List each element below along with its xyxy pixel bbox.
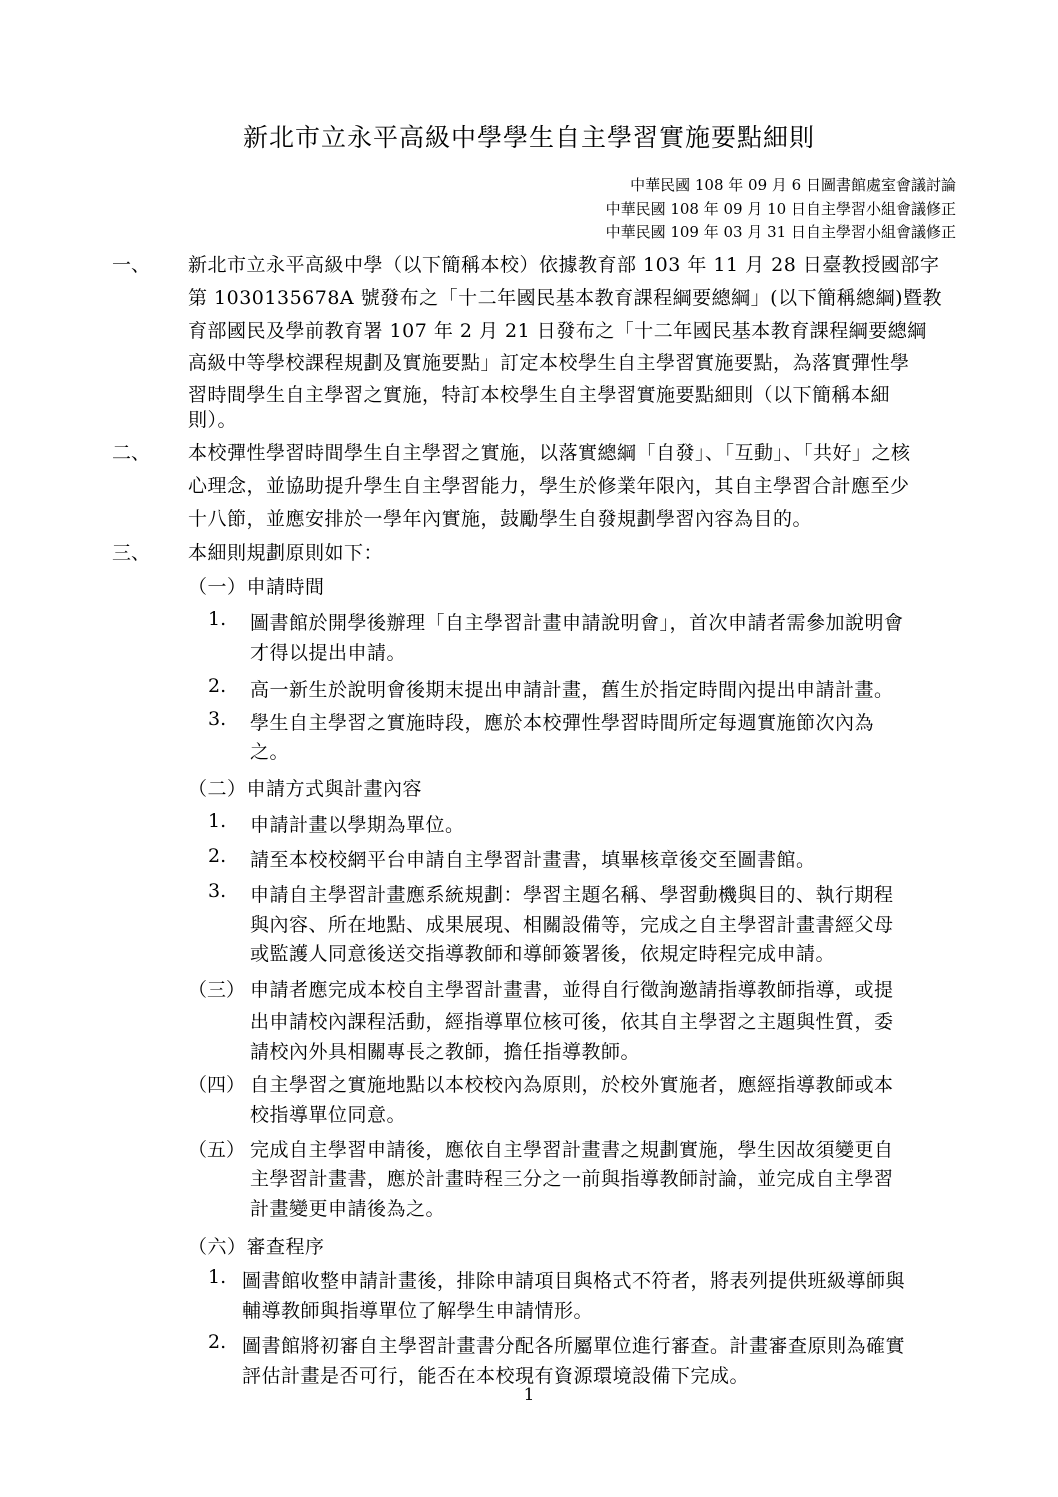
item-line: 圖書館於開學後辦理「自主學習計畫申請說明會」，首次申請者需參加說明會 [250, 612, 904, 634]
section-line: 心理念，並協助提升學生自主學習能力，學生於修業年限內，其自主學習合計應至少 [188, 475, 910, 497]
item-number: 3. [208, 880, 227, 902]
item-number: 1. [208, 608, 227, 630]
item-line: 申請自主學習計畫應系統規劃：學習主題名稱、學習動機與目的、執行期程 [250, 884, 894, 906]
item-number: 3. [208, 708, 227, 730]
item-line: 評估計畫是否可行，能否在本校現有資源環境設備下完成。 [242, 1365, 750, 1387]
subsection-line: 申請者應完成本校自主學習計畫書，並得自行徵詢邀請指導教師指導，或提 [250, 979, 894, 1001]
subsection-line: 校指導單位同意。 [250, 1104, 407, 1126]
item-number: 2. [208, 675, 227, 697]
subsection-heading: （一）申請時間 [188, 576, 325, 598]
section-line: 高級中等學校課程規劃及實施要點」訂定本校學生自主學習實施要點，為落實彈性學 [188, 352, 910, 374]
meeting-note-2: 中華民國 108 年 09 月 10 日自主學習小組會議修正 [605, 200, 956, 218]
section-line: 第 1030135678A 號發布之「十二年國民基本教育課程綱要總綱」(以下簡稱總綱)暨教 [188, 287, 943, 309]
item-line: 高一新生於說明會後期末提出申請計畫，舊生於指定時間內提出申請計畫。 [250, 679, 894, 701]
page-number: 1 [523, 1385, 535, 1405]
item-line: 請至本校校網平台申請自主學習計畫書，填畢核章後交至圖書館。 [250, 849, 816, 871]
subsection-label: （四） [188, 1074, 246, 1096]
section-line: 則）。 [188, 409, 238, 431]
subsection-heading: （六）審查程序 [188, 1236, 325, 1258]
subsection-line: 主學習計畫書，應於計畫時程三分之一前與指導教師討論，並完成自主學習 [250, 1168, 894, 1190]
section-intro: 本細則規劃原則如下： [188, 542, 384, 564]
item-line: 才得以提出申請。 [250, 642, 407, 664]
item-line: 或監護人同意後送交指導教師和導師簽署後，依規定時程完成申請。 [250, 943, 836, 965]
item-line: 學生自主學習之實施時段，應於本校彈性學習時間所定每週實施節次內為 [250, 712, 875, 734]
subsection-line: 完成自主學習申請後，應依自主學習計畫書之規劃實施，學生因故須變更自 [250, 1139, 894, 1161]
section-number: 二、 [112, 442, 151, 464]
section-line: 十八節，並應安排於一學年內實施，鼓勵學生自發規劃學習內容為目的。 [188, 508, 813, 530]
meeting-note-1: 中華民國 108 年 09 月 6 日圖書館處室會議討論 [630, 176, 956, 194]
subsection-heading: （二）申請方式與計畫內容 [188, 778, 423, 800]
item-line: 申請計畫以學期為單位。 [250, 814, 465, 836]
item-number: 2. [208, 845, 227, 867]
subsection-label: （三） [188, 979, 246, 1001]
item-line: 圖書館收整申請計畫後，排除申請項目與格式不符者，將表列提供班級導師與 [242, 1270, 906, 1292]
document-title: 新北市立永平高級中學學生自主學習實施要點細則 [242, 123, 815, 152]
section-line: 新北市立永平高級中學（以下簡稱本校）依據教育部 103 年 11 月 28 日臺教授國部字 [188, 254, 940, 276]
section-line: 本校彈性學習時間學生自主學習之實施，以落實總綱「自發」、「互動」、「共好」之核 [188, 442, 911, 464]
subsection-line: 出申請校內課程活動，經指導單位核可後，依其自主學習之主題與性質，委 [250, 1011, 894, 1033]
subsection-line: 請校內外具相關專長之教師，擔任指導教師。 [250, 1041, 641, 1063]
item-number: 1. [208, 1266, 227, 1288]
section-line: 育部國民及學前教育署 107 年 2 月 21 日發布之「十二年國民基本教育課程綱要總綱 [188, 320, 927, 342]
item-number: 2. [208, 1331, 227, 1353]
meeting-note-3: 中華民國 109 年 03 月 31 日自主學習小組會議修正 [605, 223, 956, 241]
subsection-line: 計畫變更申請後為之。 [250, 1198, 446, 1220]
section-line: 習時間學生自主學習之實施，特訂本校學生自主學習實施要點細則（以下簡稱本細 [188, 384, 891, 406]
item-line: 之。 [250, 741, 290, 763]
item-number: 1. [208, 810, 227, 832]
section-number: 三、 [112, 542, 151, 564]
item-line: 與內容、所在地點、成果展現、相關設備等，完成之自主學習計畫書經父母 [250, 914, 894, 936]
item-line: 圖書館將初審自主學習計畫書分配各所屬單位進行審查。計畫審查原則為確實 [242, 1335, 906, 1357]
item-line: 輔導教師與指導單位了解學生申請情形。 [242, 1300, 594, 1322]
section-number: 一、 [112, 254, 151, 276]
subsection-label: （五） [188, 1139, 246, 1161]
subsection-line: 自主學習之實施地點以本校校內為原則，於校外實施者，應經指導教師或本 [250, 1074, 894, 1096]
